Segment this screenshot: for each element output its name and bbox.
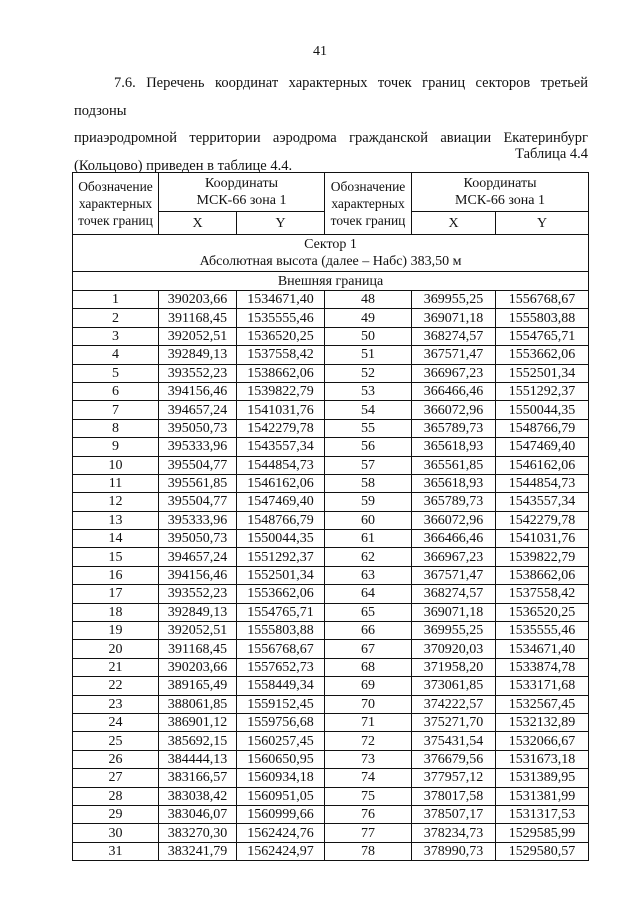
point-number: 62 xyxy=(325,548,412,566)
y-value: 1550044,35 xyxy=(237,530,325,548)
table-row xyxy=(73,364,589,382)
x-value: 395504,77 xyxy=(159,456,237,474)
header-x-right: X xyxy=(412,212,496,235)
x-value: 383166,57 xyxy=(159,769,237,787)
table-row xyxy=(73,805,589,823)
point-number: 4 xyxy=(73,346,159,364)
x-value: 383270,30 xyxy=(159,824,237,842)
boundary-title: Внешняя граница xyxy=(73,272,589,291)
table-row xyxy=(73,438,589,456)
point-number: 48 xyxy=(325,291,412,309)
y-value: 1544854,73 xyxy=(237,456,325,474)
point-number: 75 xyxy=(325,787,412,805)
x-value: 393552,23 xyxy=(159,364,237,382)
point-number: 68 xyxy=(325,658,412,676)
point-number: 13 xyxy=(73,511,159,529)
x-value: 365789,73 xyxy=(412,419,496,437)
sector-title xyxy=(73,235,589,272)
x-value: 375431,54 xyxy=(412,732,496,750)
y-value: 1538662,06 xyxy=(237,364,325,382)
x-value: 390203,66 xyxy=(159,291,237,309)
x-value: 392052,51 xyxy=(159,622,237,640)
table-row xyxy=(73,695,589,713)
paragraph-line-1: 7.6. Перечень координат характерных точек границ секторов третьей подзоны xyxy=(74,75,588,119)
x-value: 389165,49 xyxy=(159,677,237,695)
point-number: 59 xyxy=(325,493,412,511)
point-number: 18 xyxy=(73,603,159,621)
x-value: 365618,93 xyxy=(412,438,496,456)
point-number: 61 xyxy=(325,530,412,548)
x-value: 394156,46 xyxy=(159,566,237,584)
table-row xyxy=(73,622,589,640)
header-coords-right-line1: Координаты xyxy=(463,176,537,191)
sector-altitude: Абсолютная высота (далее – Набс) 383,50 м xyxy=(199,254,462,269)
y-value: 1536520,25 xyxy=(237,327,325,345)
point-number: 58 xyxy=(325,474,412,492)
paragraph-line-2: приаэродромной территории аэродрома гражданской авиации Екатеринбург xyxy=(74,130,588,146)
x-value: 391168,45 xyxy=(159,640,237,658)
point-number: 55 xyxy=(325,419,412,437)
x-value: 378990,73 xyxy=(412,842,496,860)
y-value: 1534671,40 xyxy=(496,640,589,658)
x-value: 395561,85 xyxy=(159,474,237,492)
point-number: 2 xyxy=(73,309,159,327)
x-value: 383038,42 xyxy=(159,787,237,805)
y-value: 1533874,78 xyxy=(496,658,589,676)
x-value: 390203,66 xyxy=(159,658,237,676)
header-point-label-right: Обозначение характерных точек границ xyxy=(325,173,412,235)
table-row xyxy=(73,511,589,529)
x-value: 365789,73 xyxy=(412,493,496,511)
x-value: 395050,73 xyxy=(159,419,237,437)
table-caption: Таблица 4.4 xyxy=(515,146,588,162)
point-number: 50 xyxy=(325,327,412,345)
point-number: 15 xyxy=(73,548,159,566)
y-value: 1548766,79 xyxy=(237,511,325,529)
point-number: 3 xyxy=(73,327,159,345)
x-value: 375271,70 xyxy=(412,713,496,731)
point-number: 77 xyxy=(325,824,412,842)
paragraph-line-3: (Кольцово) приведен в таблице 4.4. xyxy=(74,157,293,174)
x-value: 371958,20 xyxy=(412,658,496,676)
point-number: 21 xyxy=(73,658,159,676)
point-number: 49 xyxy=(325,309,412,327)
x-value: 378234,73 xyxy=(412,824,496,842)
point-number: 51 xyxy=(325,346,412,364)
y-value: 1556768,67 xyxy=(496,291,589,309)
point-number: 30 xyxy=(73,824,159,842)
y-value: 1552501,34 xyxy=(237,566,325,584)
point-number: 1 xyxy=(73,291,159,309)
point-number: 54 xyxy=(325,401,412,419)
x-value: 374222,57 xyxy=(412,695,496,713)
table-row xyxy=(73,493,589,511)
point-number: 14 xyxy=(73,530,159,548)
table-row xyxy=(73,456,589,474)
table-row xyxy=(73,291,589,309)
x-value: 377957,12 xyxy=(412,769,496,787)
x-value: 368274,57 xyxy=(412,327,496,345)
y-value: 1551292,37 xyxy=(237,548,325,566)
sector-name: Сектор 1 xyxy=(304,237,357,252)
y-value: 1551292,37 xyxy=(496,382,589,400)
y-value: 1543557,34 xyxy=(237,438,325,456)
x-value: 392849,13 xyxy=(159,603,237,621)
table-row xyxy=(73,382,589,400)
header-coords-left-line2: МСК-66 зона 1 xyxy=(196,193,287,208)
x-value: 369955,25 xyxy=(412,291,496,309)
point-number: 20 xyxy=(73,640,159,658)
y-value: 1550044,35 xyxy=(496,401,589,419)
table-row xyxy=(73,750,589,768)
x-value: 384444,13 xyxy=(159,750,237,768)
x-value: 369955,25 xyxy=(412,622,496,640)
point-number: 52 xyxy=(325,364,412,382)
intro-paragraph xyxy=(74,70,588,180)
table-row xyxy=(73,327,589,345)
y-value: 1535555,46 xyxy=(237,309,325,327)
point-number: 17 xyxy=(73,585,159,603)
x-value: 366072,96 xyxy=(412,511,496,529)
header-y-right: Y xyxy=(496,212,589,235)
x-value: 366466,46 xyxy=(412,530,496,548)
header-coords-right-line2: МСК-66 зона 1 xyxy=(455,193,545,208)
y-value: 1555803,88 xyxy=(496,309,589,327)
point-number: 69 xyxy=(325,677,412,695)
point-number: 70 xyxy=(325,695,412,713)
y-value: 1559756,68 xyxy=(237,713,325,731)
point-number: 31 xyxy=(73,842,159,860)
point-number: 71 xyxy=(325,713,412,731)
x-value: 378017,58 xyxy=(412,787,496,805)
y-value: 1552501,34 xyxy=(496,364,589,382)
table-row xyxy=(73,603,589,621)
table-row xyxy=(73,530,589,548)
point-number: 25 xyxy=(73,732,159,750)
x-value: 386901,12 xyxy=(159,713,237,731)
x-value: 366072,96 xyxy=(412,401,496,419)
x-value: 394156,46 xyxy=(159,382,237,400)
point-number: 12 xyxy=(73,493,159,511)
x-value: 394657,24 xyxy=(159,548,237,566)
x-value: 393552,23 xyxy=(159,585,237,603)
x-value: 366466,46 xyxy=(412,382,496,400)
y-value: 1537558,42 xyxy=(496,585,589,603)
y-value: 1555803,88 xyxy=(237,622,325,640)
table-row xyxy=(73,842,589,860)
page-number: 41 xyxy=(313,44,327,59)
y-value: 1531381,99 xyxy=(496,787,589,805)
y-value: 1560650,95 xyxy=(237,750,325,768)
table-row xyxy=(73,474,589,492)
y-value: 1557652,73 xyxy=(237,658,325,676)
y-value: 1542279,78 xyxy=(496,511,589,529)
x-value: 365561,85 xyxy=(412,456,496,474)
y-value: 1539822,79 xyxy=(496,548,589,566)
x-value: 369071,18 xyxy=(412,603,496,621)
header-y-left: Y xyxy=(237,212,325,235)
point-number: 65 xyxy=(325,603,412,621)
y-value: 1535555,46 xyxy=(496,622,589,640)
table-row xyxy=(73,658,589,676)
y-value: 1537558,42 xyxy=(237,346,325,364)
y-value: 1560951,05 xyxy=(237,787,325,805)
y-value: 1542279,78 xyxy=(237,419,325,437)
y-value: 1553662,06 xyxy=(237,585,325,603)
y-value: 1556768,67 xyxy=(237,640,325,658)
point-number: 5 xyxy=(73,364,159,382)
point-number: 73 xyxy=(325,750,412,768)
y-value: 1560257,45 xyxy=(237,732,325,750)
x-value: 367571,47 xyxy=(412,346,496,364)
y-value: 1560934,18 xyxy=(237,769,325,787)
header-coords-left-line1: Координаты xyxy=(205,176,278,191)
y-value: 1562424,76 xyxy=(237,824,325,842)
table-row xyxy=(73,713,589,731)
table-row xyxy=(73,548,589,566)
point-number: 60 xyxy=(325,511,412,529)
x-value: 366967,23 xyxy=(412,548,496,566)
point-number: 56 xyxy=(325,438,412,456)
table-row xyxy=(73,769,589,787)
y-value: 1536520,25 xyxy=(496,603,589,621)
x-value: 365618,93 xyxy=(412,474,496,492)
y-value: 1546162,06 xyxy=(496,456,589,474)
x-value: 376679,56 xyxy=(412,750,496,768)
header-point-label: Обозначение характерных точек границ xyxy=(73,173,159,235)
point-number: 64 xyxy=(325,585,412,603)
table-row xyxy=(73,640,589,658)
point-number: 23 xyxy=(73,695,159,713)
table-row xyxy=(73,566,589,584)
point-number: 6 xyxy=(73,382,159,400)
point-number: 9 xyxy=(73,438,159,456)
y-value: 1553662,06 xyxy=(496,346,589,364)
x-value: 395050,73 xyxy=(159,530,237,548)
y-value: 1554765,71 xyxy=(496,327,589,345)
table-row xyxy=(73,346,589,364)
x-value: 368274,57 xyxy=(412,585,496,603)
point-number: 7 xyxy=(73,401,159,419)
y-value: 1562424,97 xyxy=(237,842,325,860)
point-number: 19 xyxy=(73,622,159,640)
table-body xyxy=(73,291,589,861)
y-value: 1547469,40 xyxy=(496,438,589,456)
point-number: 63 xyxy=(325,566,412,584)
y-value: 1541031,76 xyxy=(496,530,589,548)
y-value: 1559152,45 xyxy=(237,695,325,713)
point-number: 10 xyxy=(73,456,159,474)
y-value: 1532567,45 xyxy=(496,695,589,713)
y-value: 1558449,34 xyxy=(237,677,325,695)
point-number: 57 xyxy=(325,456,412,474)
point-number: 29 xyxy=(73,805,159,823)
point-number: 76 xyxy=(325,805,412,823)
table-row xyxy=(73,732,589,750)
point-number: 53 xyxy=(325,382,412,400)
point-number: 28 xyxy=(73,787,159,805)
table-row xyxy=(73,787,589,805)
y-value: 1539822,79 xyxy=(237,382,325,400)
x-value: 395504,77 xyxy=(159,493,237,511)
point-number: 16 xyxy=(73,566,159,584)
table-row xyxy=(73,401,589,419)
point-number: 11 xyxy=(73,474,159,492)
point-number: 78 xyxy=(325,842,412,860)
x-value: 392052,51 xyxy=(159,327,237,345)
x-value: 395333,96 xyxy=(159,511,237,529)
x-value: 392849,13 xyxy=(159,346,237,364)
x-value: 367571,47 xyxy=(412,566,496,584)
x-value: 378507,17 xyxy=(412,805,496,823)
y-value: 1534671,40 xyxy=(237,291,325,309)
point-number: 8 xyxy=(73,419,159,437)
table-row xyxy=(73,419,589,437)
x-value: 395333,96 xyxy=(159,438,237,456)
y-value: 1538662,06 xyxy=(496,566,589,584)
table-header xyxy=(73,173,589,235)
y-value: 1546162,06 xyxy=(237,474,325,492)
y-value: 1531317,53 xyxy=(496,805,589,823)
x-value: 366967,23 xyxy=(412,364,496,382)
x-value: 388061,85 xyxy=(159,695,237,713)
table-row xyxy=(73,677,589,695)
y-value: 1529580,57 xyxy=(496,842,589,860)
point-number: 22 xyxy=(73,677,159,695)
x-value: 383241,79 xyxy=(159,842,237,860)
y-value: 1533171,68 xyxy=(496,677,589,695)
table-row xyxy=(73,824,589,842)
x-value: 370920,03 xyxy=(412,640,496,658)
coordinates-table xyxy=(72,172,589,861)
point-number: 24 xyxy=(73,713,159,731)
y-value: 1531673,18 xyxy=(496,750,589,768)
header-x-left: X xyxy=(159,212,237,235)
y-value: 1544854,73 xyxy=(496,474,589,492)
y-value: 1531389,95 xyxy=(496,769,589,787)
point-number: 26 xyxy=(73,750,159,768)
x-value: 385692,15 xyxy=(159,732,237,750)
y-value: 1560999,66 xyxy=(237,805,325,823)
y-value: 1547469,40 xyxy=(237,493,325,511)
table-row xyxy=(73,309,589,327)
point-number: 67 xyxy=(325,640,412,658)
x-value: 373061,85 xyxy=(412,677,496,695)
header-coords-left xyxy=(159,173,325,212)
y-value: 1541031,76 xyxy=(237,401,325,419)
x-value: 394657,24 xyxy=(159,401,237,419)
y-value: 1529585,99 xyxy=(496,824,589,842)
point-number: 72 xyxy=(325,732,412,750)
y-value: 1548766,79 xyxy=(496,419,589,437)
point-number: 66 xyxy=(325,622,412,640)
table-row xyxy=(73,585,589,603)
x-value: 369071,18 xyxy=(412,309,496,327)
y-value: 1532132,89 xyxy=(496,713,589,731)
header-coords-right xyxy=(412,173,589,212)
point-number: 27 xyxy=(73,769,159,787)
x-value: 383046,07 xyxy=(159,805,237,823)
y-value: 1543557,34 xyxy=(496,493,589,511)
x-value: 391168,45 xyxy=(159,309,237,327)
point-number: 74 xyxy=(325,769,412,787)
y-value: 1532066,67 xyxy=(496,732,589,750)
y-value: 1554765,71 xyxy=(237,603,325,621)
